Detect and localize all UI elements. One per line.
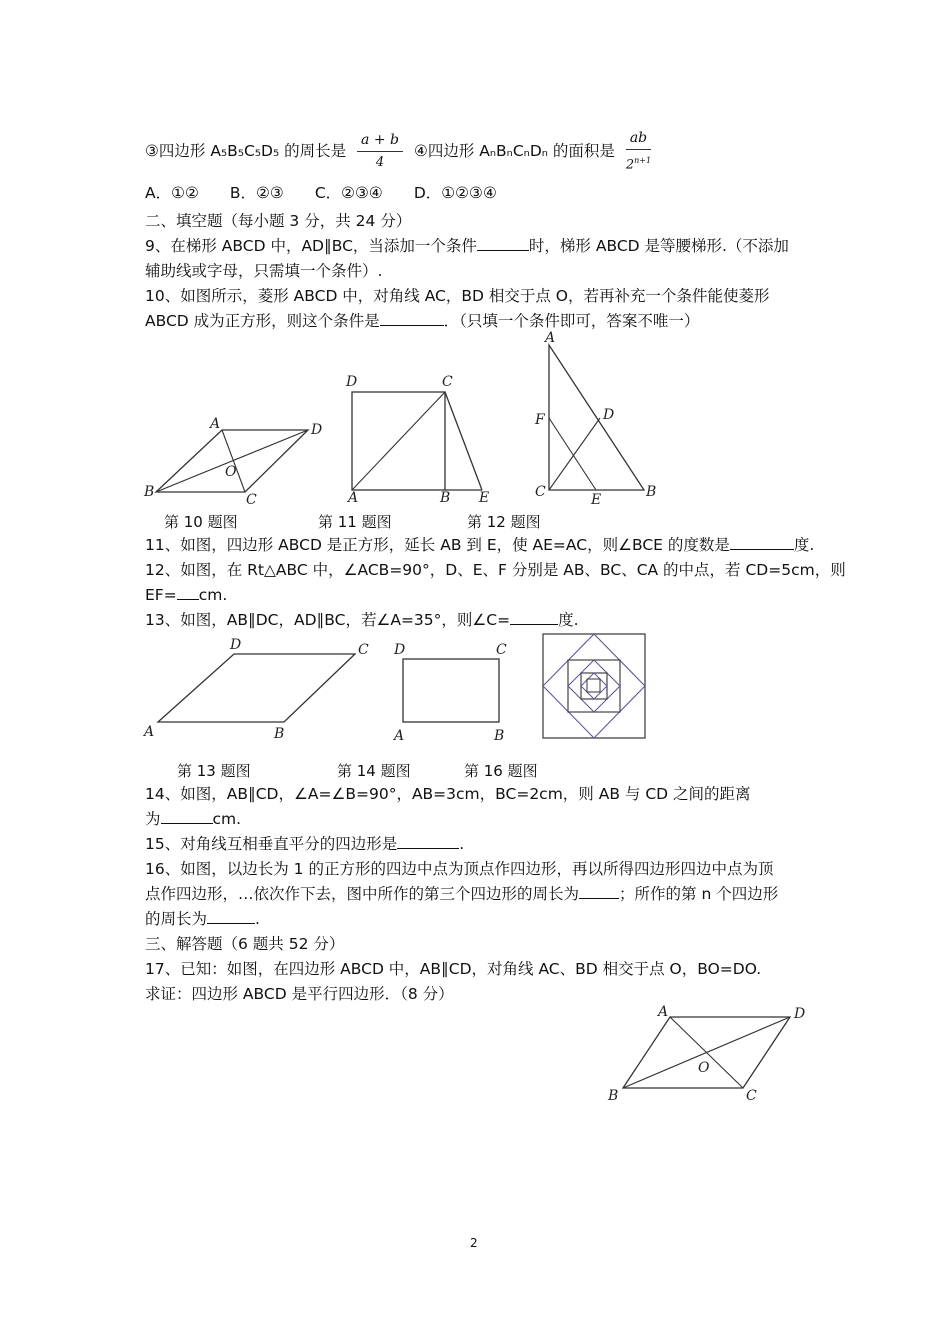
label-e: E bbox=[479, 490, 490, 506]
question-16-line-1: 16、如图，以边长为 1 的正方形的四边中点为顶点作四边形，再以所得四边形四边中点为顶 bbox=[145, 860, 774, 878]
question-16-line-3 bbox=[145, 909, 260, 929]
caption-figure-12: 第 12 题图 bbox=[467, 513, 541, 531]
q12-text-c: cm. bbox=[198, 586, 228, 604]
label-b: B bbox=[274, 726, 285, 742]
figure-13-parallelogram bbox=[140, 632, 380, 747]
square-5 bbox=[581, 673, 607, 699]
label-d: D bbox=[603, 407, 615, 423]
caption-figure-10: 第 10 题图 bbox=[164, 513, 238, 531]
answer-blank bbox=[161, 809, 213, 824]
square-3 bbox=[568, 660, 620, 712]
question-9-line-2: 辅助线或字母，只需填一个条件）. bbox=[145, 262, 383, 280]
label-a: A bbox=[658, 1004, 669, 1020]
label-a: A bbox=[210, 416, 221, 432]
label-d: D bbox=[230, 637, 242, 653]
question-13 bbox=[145, 610, 579, 630]
q16-text-b: 点作四边形，…依次作下去，图中所作的第三个四边形的周长为 bbox=[145, 885, 580, 903]
figure-14-rectangle bbox=[390, 638, 520, 748]
rectangle-abcd bbox=[403, 659, 499, 722]
fraction-denominator: 4 bbox=[375, 155, 385, 171]
question-9-line-1 bbox=[145, 236, 789, 256]
fraction-numerator: ab bbox=[626, 128, 651, 150]
question-14-line-2 bbox=[145, 809, 241, 829]
label-a: A bbox=[394, 728, 405, 744]
answer-blank bbox=[579, 884, 619, 899]
answer-blank bbox=[207, 909, 255, 924]
caption-figure-11: 第 11 题图 bbox=[318, 513, 392, 531]
figure-17-quadrilateral bbox=[600, 1000, 820, 1110]
q14-text-b: 为 bbox=[145, 810, 161, 828]
label-b: B bbox=[646, 484, 657, 500]
label-b: B bbox=[144, 484, 155, 500]
diagonal-ac bbox=[352, 392, 445, 490]
square-7 bbox=[587, 679, 600, 692]
figure-10-rhombus bbox=[140, 410, 340, 510]
question-17-line-2: 求证：四边形 ABCD 是平行四边形．（8 分） bbox=[145, 985, 454, 1003]
q15-text-b: . bbox=[459, 835, 465, 853]
question-15 bbox=[145, 834, 464, 854]
segment-ce bbox=[445, 392, 482, 490]
label-c: C bbox=[746, 1088, 757, 1104]
label-c: C bbox=[535, 484, 546, 500]
label-e: E bbox=[591, 492, 602, 508]
label-c: C bbox=[496, 642, 507, 658]
power-exponent: n+1 bbox=[634, 156, 652, 165]
answer-blank bbox=[510, 610, 558, 625]
question-16-line-2 bbox=[145, 884, 778, 904]
diagonal-ac bbox=[222, 430, 245, 492]
q12-text-b: EF= bbox=[145, 586, 177, 604]
caption-figure-13: 第 13 题图 bbox=[177, 762, 251, 780]
label-b: B bbox=[608, 1088, 619, 1104]
fraction-ab-over-2-pow bbox=[626, 128, 651, 175]
statement-4-text: ④四边形 AₙBₙCₙDₙ 的面积是 bbox=[413, 142, 615, 161]
label-a: A bbox=[144, 724, 155, 740]
page-number: 2 bbox=[470, 1236, 478, 1250]
q16-text-d: 的周长为 bbox=[145, 910, 208, 928]
answer-blank bbox=[380, 311, 444, 326]
square-2 bbox=[543, 634, 645, 738]
q13-text-a: 13、如图，AB∥DC，AD∥BC，若∠A=35°，则∠C= bbox=[145, 611, 511, 629]
diagonal-bd bbox=[156, 430, 308, 492]
q16-text-c: ；所作的第 n 个四边形 bbox=[619, 885, 779, 903]
label-d: D bbox=[311, 422, 323, 438]
q11-text-b: 度. bbox=[793, 536, 815, 554]
square-1 bbox=[543, 634, 645, 738]
label-b: B bbox=[440, 490, 451, 506]
answer-blank bbox=[477, 236, 529, 251]
q14-text-c: cm. bbox=[212, 810, 242, 828]
question-17-line-1: 17、已知：如图，在四边形 ABCD 中，AB∥CD，对角线 AC、BD 相交于点 O，BO=DO. bbox=[145, 960, 762, 978]
fraction-denominator bbox=[626, 150, 651, 175]
question-10-line-2 bbox=[145, 311, 699, 331]
label-d: D bbox=[346, 374, 358, 390]
statement-3-text: ③四边形 A₅B₅C₅D₅ 的周长是 bbox=[145, 142, 347, 161]
label-c: C bbox=[442, 374, 453, 390]
q9-text-b: 时，梯形 ABCD 是等腰梯形.（不添加 bbox=[528, 237, 789, 255]
answer-options: A．①② B．②③ C．②③④ D．①②③④ bbox=[145, 184, 497, 202]
label-a: A bbox=[545, 330, 556, 346]
label-c: C bbox=[358, 642, 369, 658]
question-12-line-1: 12、如图，在 Rt△ABC 中，∠ACB=90°，D、E、F 分别是 AB、BC、CA 的中点，若 CD=5cm，则 bbox=[145, 561, 846, 579]
line-statement-3-4 bbox=[145, 128, 657, 175]
figure-11-square bbox=[340, 370, 500, 505]
label-o: O bbox=[698, 1060, 710, 1076]
q11-text-a: 11、如图，四边形 ABCD 是正方形，延长 AB 到 E，使 AE=AC，则∠BCE 的度数是 bbox=[145, 536, 730, 554]
fraction-a-plus-b-over-4 bbox=[357, 130, 403, 173]
answer-blank bbox=[730, 535, 794, 550]
answer-blank bbox=[397, 834, 459, 849]
power-base: 2 bbox=[625, 157, 635, 173]
section-3-heading: 三、解答题（6 题共 52 分） bbox=[145, 935, 345, 953]
section-2-heading: 二、填空题（每小题 3 分，共 24 分） bbox=[145, 212, 412, 230]
diagonal-bd bbox=[623, 1017, 790, 1088]
figure-16-nested-squares bbox=[540, 631, 648, 741]
label-f: F bbox=[535, 412, 545, 428]
square-4 bbox=[568, 660, 620, 712]
fraction-numerator: a + b bbox=[357, 130, 403, 152]
q16-text-e: . bbox=[255, 910, 260, 928]
parallelogram-abcd bbox=[158, 654, 355, 722]
question-12-line-2 bbox=[145, 585, 227, 605]
q15-text-a: 15、对角线互相垂直平分的四边形是 bbox=[145, 835, 398, 853]
label-a: A bbox=[348, 490, 359, 506]
caption-figure-16: 第 16 题图 bbox=[464, 762, 538, 780]
q13-text-b: 度. bbox=[558, 611, 579, 629]
question-11 bbox=[145, 535, 814, 555]
triangle-abc bbox=[549, 345, 644, 490]
label-o: O bbox=[225, 464, 237, 480]
label-c: C bbox=[246, 492, 257, 508]
label-d: D bbox=[394, 642, 406, 658]
caption-figure-14: 第 14 题图 bbox=[337, 762, 411, 780]
label-b: B bbox=[494, 728, 505, 744]
question-10-line-1: 10、如图所示，菱形 ABCD 中，对角线 AC，BD 相交于点 O，若再补充一个条件能使菱形 bbox=[145, 287, 770, 305]
label-d: D bbox=[794, 1006, 806, 1022]
answer-blank bbox=[177, 585, 199, 600]
q9-text-a: 9、在梯形 ABCD 中，AD∥BC，当添加一个条件 bbox=[145, 237, 477, 255]
question-14-line-1: 14、如图，AB∥CD，∠A=∠B=90°，AB=3cm，BC=2cm，则 AB 与 CD 之间的距离 bbox=[145, 785, 751, 803]
q10-text-c: ．（只填一个条件即可，答案不唯一） bbox=[443, 312, 700, 330]
square-6 bbox=[581, 673, 607, 699]
q10-text-b: ABCD 成为正方形，则这个条件是 bbox=[145, 312, 380, 330]
figure-12-right-triangle bbox=[530, 330, 670, 508]
